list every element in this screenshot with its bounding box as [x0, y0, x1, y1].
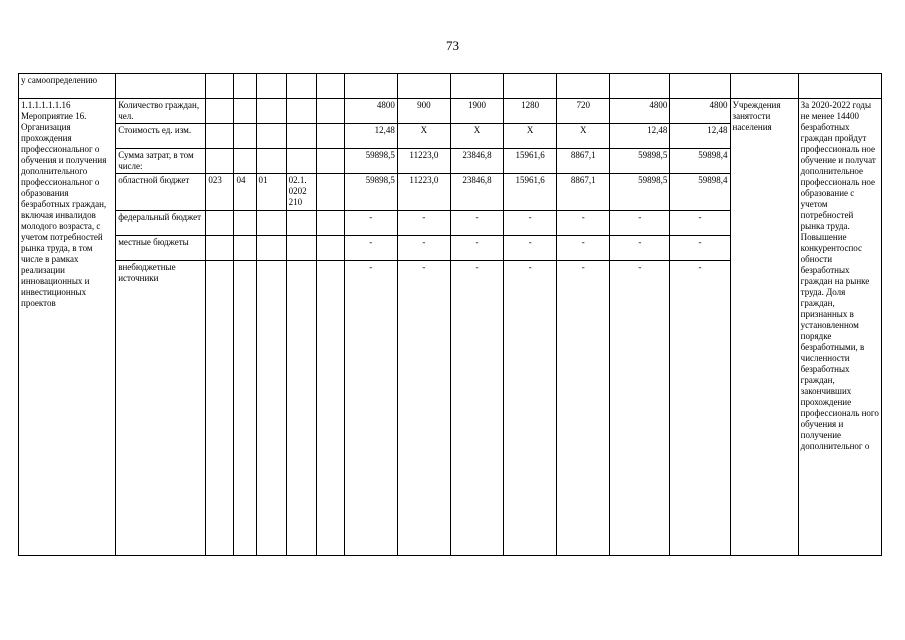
- action-tail-cell: у самоопределению: [19, 74, 116, 99]
- rz-cell: 04: [234, 174, 256, 211]
- year-cell: X: [557, 124, 610, 149]
- year-cell: 11223,0: [397, 174, 450, 211]
- target-cell: -: [670, 236, 730, 261]
- table-row: [19, 99, 882, 124]
- year-cell: -: [504, 261, 557, 556]
- target-cell: -: [610, 261, 670, 556]
- year-cell: X: [450, 124, 503, 149]
- row-label: Стоимость ед. изм.: [116, 124, 206, 149]
- total-cell: -: [344, 261, 397, 556]
- year-cell: -: [557, 211, 610, 236]
- year-cell: 900: [397, 99, 450, 124]
- year-cell: 23846,8: [450, 149, 503, 174]
- row-label: внебюджетные источники: [116, 261, 206, 556]
- target-cell: 59898,4: [670, 174, 730, 211]
- year-cell: 11223,0: [397, 149, 450, 174]
- row-label: федеральный бюджет: [116, 211, 206, 236]
- year-cell: -: [504, 236, 557, 261]
- year-cell: 1900: [450, 99, 503, 124]
- csr-cell: 02.1. 0202 210: [286, 174, 316, 211]
- year-cell: -: [450, 236, 503, 261]
- target-cell: 12,48: [670, 124, 730, 149]
- year-cell: 15961,6: [504, 149, 557, 174]
- year-cell: 720: [557, 99, 610, 124]
- year-cell: -: [397, 261, 450, 556]
- year-cell: -: [504, 211, 557, 236]
- year-cell: -: [397, 211, 450, 236]
- year-cell: X: [397, 124, 450, 149]
- year-cell: 8867,1: [557, 149, 610, 174]
- year-cell: 15961,6: [504, 174, 557, 211]
- target-cell: 4800: [670, 99, 730, 124]
- total-cell: -: [344, 211, 397, 236]
- year-cell: 23846,8: [450, 174, 503, 211]
- total-cell: 59898,5: [344, 149, 397, 174]
- year-cell: 8867,1: [557, 174, 610, 211]
- measure-name-cell: 1.1.1.1.1.1.16 Мероприятие 16. Организация прохождения профессиональног о обучения и получения дополнительного профессиональног о образования безработных граждан, включая инвалидов молодого возраста, с учетом потребностей рынка труда, в том числе в рамках реализации инновационных и инвестиционных проектов: [19, 99, 116, 556]
- target-cell: 59898,5: [610, 174, 670, 211]
- target-cell: 59898,5: [610, 149, 670, 174]
- result-cell: За 2020-2022 годы не менее 14400 безработных граждан пройдут профессиональ ное обучение и получат дополнительное профессиональ ное образование с учетом потребностей рынка труда. Повышение конкурентоспос обности безработных граждан на рынке труда. Доля граждан, признанных в установленном порядке безработными, в численности безработных граждан, закончивших прохождение профессиональ ного обучения и получение дополнительног о: [798, 99, 881, 556]
- total-cell: 12,48: [344, 124, 397, 149]
- executor-cell: Учреждения занятости населения: [730, 99, 798, 556]
- total-cell: -: [344, 236, 397, 261]
- target-cell: 12,48: [610, 124, 670, 149]
- row-label: Количество граждан, чел.: [116, 99, 206, 124]
- target-cell: -: [670, 211, 730, 236]
- page-number: 73: [446, 38, 459, 53]
- target-cell: -: [670, 261, 730, 556]
- row-label: Сумма затрат, в том числе:: [116, 149, 206, 174]
- grbs-cell: 023: [206, 174, 234, 211]
- pr-cell: 01: [256, 174, 286, 211]
- year-cell: -: [557, 236, 610, 261]
- year-cell: 1280: [504, 99, 557, 124]
- target-cell: -: [610, 211, 670, 236]
- total-cell: 59898,5: [344, 174, 397, 211]
- total-cell: 4800: [344, 99, 397, 124]
- target-cell: -: [610, 236, 670, 261]
- year-cell: -: [397, 236, 450, 261]
- target-cell: 4800: [610, 99, 670, 124]
- target-cell: 59898,4: [670, 149, 730, 174]
- row-label: местные бюджеты: [116, 236, 206, 261]
- year-cell: X: [504, 124, 557, 149]
- year-cell: -: [450, 211, 503, 236]
- year-cell: -: [450, 261, 503, 556]
- row-label: областной бюджет: [116, 174, 206, 211]
- table-row: [19, 74, 882, 99]
- year-cell: -: [557, 261, 610, 556]
- budget-table: [18, 73, 882, 556]
